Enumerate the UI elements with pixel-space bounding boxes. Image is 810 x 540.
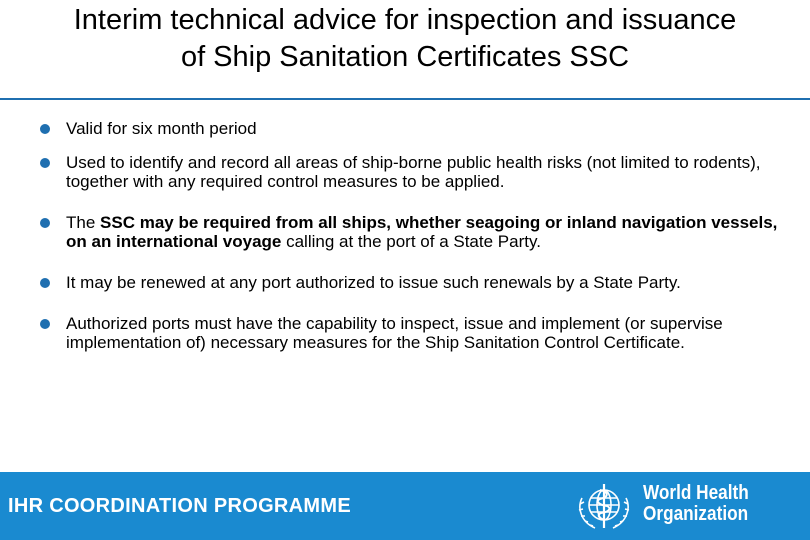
bullet-item — [40, 153, 780, 191]
bullet-dot-icon — [40, 218, 50, 228]
bullet-dot-icon — [40, 124, 50, 134]
bullet-item — [40, 273, 780, 292]
bullet-item — [40, 314, 780, 352]
bullet-dot-icon — [40, 319, 50, 329]
who-name-line-1: World Health — [643, 482, 749, 504]
title-line-1: Interim technical advice for inspection and issuance — [73, 4, 737, 36]
bullet-text-bold: SSC may be required from all ships, whether seagoing or inland navigation vessels, on an international voyage — [66, 213, 778, 251]
bullet-text-post: calling at the port of a State Party. — [281, 232, 541, 251]
bullet-dot-icon — [40, 278, 50, 288]
bullet-list — [40, 119, 780, 352]
who-name-line-2: Organization — [643, 503, 749, 525]
footer-bar — [0, 472, 810, 540]
bullet-item — [40, 119, 780, 138]
slide-title — [0, 2, 810, 76]
bullet-text-pre: The — [66, 213, 101, 232]
bullet-text: Used to identify and record all areas of ship-borne public health risks (not limited to rodents), together with any required control measures to be applied. — [66, 153, 761, 191]
bullet-text: Valid for six month period — [66, 119, 257, 138]
bullet-item — [40, 213, 780, 251]
title-divider — [0, 98, 810, 100]
who-emblem-icon — [569, 478, 639, 534]
title-line-2: of Ship Sanitation Certificates SSC — [180, 41, 630, 73]
who-name — [643, 483, 749, 525]
bullet-dot-icon — [40, 158, 50, 168]
who-logo — [569, 478, 805, 534]
bullet-text: Authorized ports must have the capability to inspect, issue and implement (or supervise implementation of) necessary measures for the Ship Sanitation Control Certificate. — [66, 314, 723, 352]
bullet-text: It may be renewed at any port authorized to issue such renewals by a State Party. — [66, 273, 681, 292]
programme-label: IHR COORDINATION PROGRAMME — [8, 495, 351, 517]
